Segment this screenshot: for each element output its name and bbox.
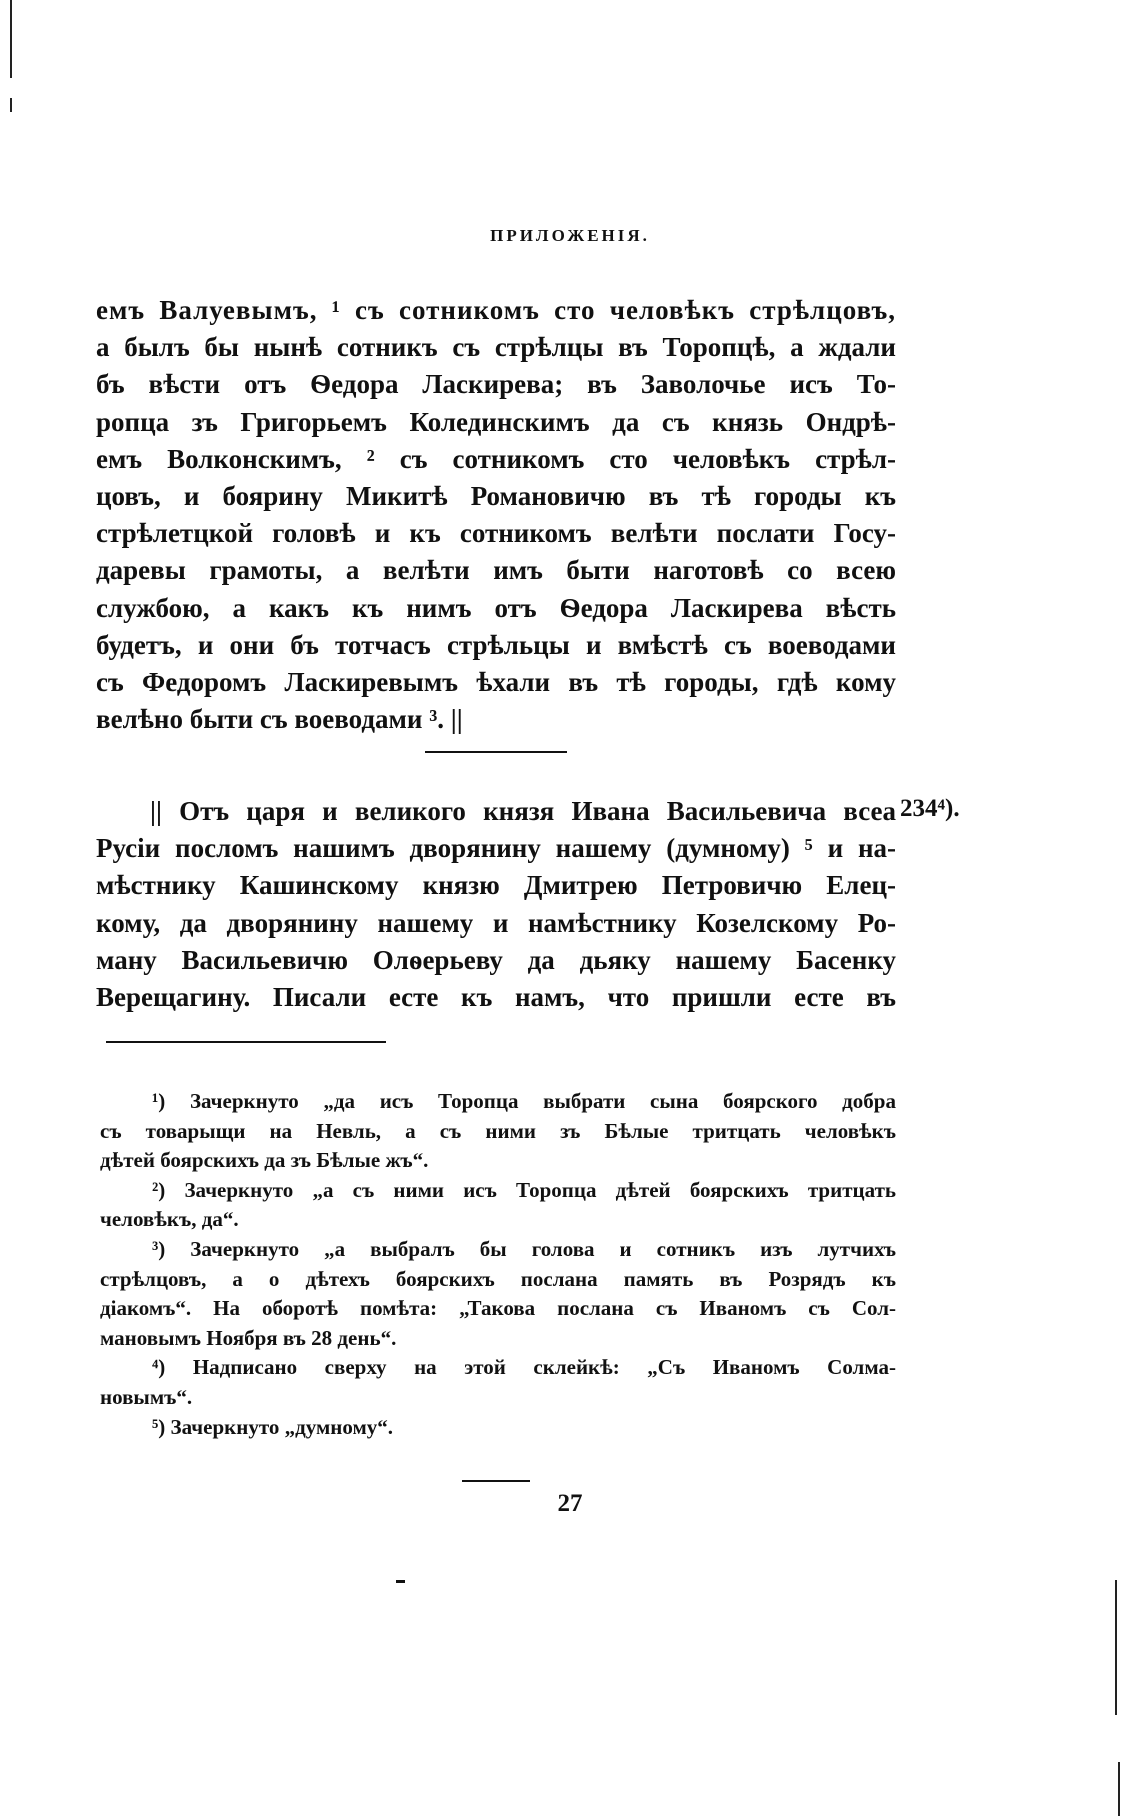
page-number: 27 (557, 1490, 583, 1517)
stray-mark (396, 1580, 405, 1583)
text-line: Верещагину. Писали есте къ намъ, что пришли есте въ (96, 981, 896, 1012)
footnote-line: стрѣлцовъ, а о дѣтехъ боярскихъ послана память въ Розрядъ къ (100, 1266, 896, 1291)
text-line: кому, да дворянину нашему и намѣстнику Козелскому Ро- (96, 907, 896, 938)
text-line: бъ вѣсти отъ Ѳедора Ласкирева; въ Заволочье исъ То- (96, 369, 896, 400)
text-line: а былъ бы нынѣ сотникъ съ стрѣлцы въ Торопцѣ, а ждали (96, 332, 896, 363)
footnote-divider (106, 1041, 386, 1043)
text-line: ропца зъ Григорьемъ Колединскимъ да съ князь Ондрѣ- (96, 406, 896, 437)
footnote-line: съ товарыщи на Невль, а съ ними зъ Бѣлые тритцать человѣкъ (100, 1118, 896, 1143)
text-line: стрѣлетцкой головѣ и къ сотникомъ велѣти послати Госу- (96, 518, 896, 549)
scan-edge-mark-left-small (10, 98, 12, 112)
text-line: емъ Волконскимъ, ² съ сотникомъ сто человѣкъ стрѣл- (96, 443, 896, 474)
page-header: ПРИЛОЖЕНІЯ. (490, 226, 650, 245)
text-line: ману Васильевичю Олѳерьеву да дьяку нашему Басенку (96, 944, 896, 975)
paragraph-1 (96, 292, 896, 738)
footnotes (100, 1087, 896, 1442)
text-line: мѣстнику Кашинскому князю Дмитрею Петровичю Елец- (96, 870, 896, 901)
scan-edge-mark-right-lower (1118, 1762, 1120, 1816)
text-line: Русіи посломъ нашимъ дворянину нашему (думному) ⁵ и на- (96, 833, 896, 864)
page-number-rule (462, 1480, 530, 1482)
paragraph-2 (96, 793, 896, 1016)
footnote-line: ⁴) Надписано сверху на этой склейкѣ: „Съ Иваномъ Солма- (152, 1355, 896, 1380)
footnote-line: діакомъ“. На оборотѣ помѣта: „Такова послана съ Иваномъ съ Сол- (100, 1296, 896, 1321)
footnote-line: ³) Зачеркнуто „а выбралъ бы голова и сотникъ изъ лутчихъ (152, 1236, 896, 1261)
text-line: службою, а какъ къ нимъ отъ Ѳедора Ласкирева вѣсть (96, 592, 896, 623)
text-line: даревы грамоты, а велѣти имъ быти наготовѣ со всею (96, 555, 896, 586)
text-line: велѣно быти съ воеводами ³. || (96, 704, 463, 735)
scan-edge-mark-right (1115, 1580, 1117, 1715)
text-line: цовъ, и боярину Микитѣ Романовичю въ тѣ городы къ (96, 480, 896, 511)
text-line: || Отъ царя и великого князя Ивана Васильевича всеа (150, 796, 896, 826)
footnote-line: мановымъ Ноября въ 28 день“. (100, 1325, 397, 1350)
section-divider (425, 751, 567, 753)
footnote-line: человѣкъ, да“. (100, 1207, 239, 1232)
footnote-line: ¹) Зачеркнуто „да исъ Торопца выбрати сына боярского добра (152, 1089, 896, 1113)
text-line: съ Федоромъ Ласкиревымъ ѣхали въ тѣ городы, гдѣ кому (96, 666, 896, 697)
footnote-line: дѣтей боярскихъ да зъ Бѣлые жъ“. (100, 1148, 429, 1173)
margin-page-reference: 234⁴). (900, 795, 960, 822)
footnote-line: новымъ“. (100, 1384, 193, 1409)
footnote-line: ⁵) Зачеркнуто „думному“. (152, 1414, 394, 1439)
text-line: емъ Валуевымъ, ¹ съ сотникомъ сто человѣкъ стрѣлцовъ, (96, 295, 896, 325)
scan-edge-mark-left (10, 0, 12, 78)
footnote-line: ²) Зачеркнуто „а съ ними исъ Торопца дѣтей боярскихъ тритцать (152, 1177, 896, 1202)
text-line: будетъ, и они бъ тотчасъ стрѣльцы и вмѣстѣ съ воеводами (96, 629, 896, 660)
